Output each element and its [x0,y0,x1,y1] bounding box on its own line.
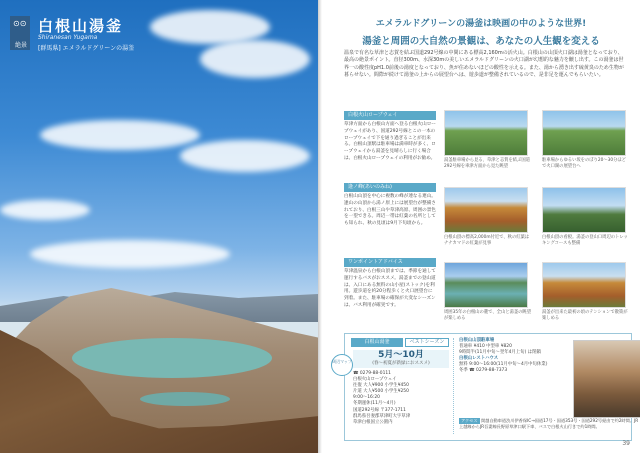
parking-head: 白根山山頂駐車場 [459,338,495,343]
parking-info [459,338,569,375]
info-line: 冬期運休(11月〜4月) [353,401,396,407]
map-badge: 周辺マップ [331,354,353,376]
info-line: 往復 大人¥900 小学生¥450 [353,383,409,389]
cloud [0,200,90,220]
autumn-photo [444,187,528,233]
section-body-ainomine: 白根山山頂を中心に複数の峰が連なる連山。逢山の山頂から湯ノ原上には展望台が整備されており、白根三山や草津高原、周囲の景色を一望できる。周辺一帯は紅葉の名所としても知られ、秋の見頃は9月下旬頃から。 [344,194,436,227]
headline-1: エメラルドグリーンの湯釜は映画の中のような世界! [375,19,587,29]
photo-caption: 湯釜が出来た最初の頃のテンションで散策が楽しめる [542,310,628,321]
rest-house-photo [573,340,640,418]
info-line: 白根火山ロープウェイ [353,377,397,383]
section-head-advice: ワンポイントアドバイス [344,258,436,267]
parking-line: 9時間半(11月中旬〜翌年4月上旬) は閉鎖 [459,350,541,356]
info-tag-season: ベストシーズン [405,338,449,347]
info-line: 9:00〜16:20 [353,395,380,401]
parking-line: 普通車 ¥410 中型車 ¥820 [459,344,512,350]
article-page [322,0,640,453]
walking-trail-photo [542,110,626,156]
info-box [332,333,639,441]
headline-2: 湯釜と周囲の大自然の景観は、あなたの人生観を変える [362,36,600,47]
info-line: 国道292号線 〒377-1711 [353,407,406,413]
subtitle: [群馬県] エメラルドグリーンの湯釜 [38,45,135,52]
cloud [200,40,310,78]
sign-photo [542,187,626,233]
info-line: 群馬県吾妻郡草津町大字草津 [353,413,411,419]
divider [453,338,456,434]
title-romaji: Shiranesan Yugama [38,34,98,41]
crater-photo-page [0,0,318,453]
photo-caption: 周囲35年の白根山の麓で、全山と湯釜の眺望が楽しめる [444,310,532,321]
photo-caption: 湯釜駐車場から見る、草津と志賀を結ぶ国道292号線を車津方面から見た眺望 [444,158,530,169]
parking-line: 白根山レストハウス [459,356,499,362]
mountain-road-photo [444,110,528,156]
page-number: 39 [622,440,630,447]
crater-photo [542,262,626,308]
intro-text: 温泉で有名な草津と志賀を結ぶ国道292号線の中間にある標高2,160mの活火山。白根山の山頂火口湖は湯釜となっており、最高の絶景ポイント。直径300m、水深30mの美しいエメラルドグリーンの火口湖が幻想的な魅力を醸し出す。この湯釜は世界一の酸性度pH1.0前後の湯度となっており、魚が住めないほどの酸性を示える。また、湯から湧き出す硫黄臭のため生物が暮らせない。間際が続けて湯釜の上からの展望台へは、遊歩道が整備されているので、是非足を運んでもらいたい。 [344,50,624,79]
best-season [353,350,449,368]
parking-line: 冬季 ☎ 0279-88-7373 [459,368,508,374]
category-badge: 絶景 [14,42,27,49]
section-body-ropeway: 草津方面から白根山方面へ登る白根火山ロープウェイがあり、国道292号線とこの一本のロープウェイで下を通り過ぎることが出来る。白根山頂駅は駐車場は満車時が多く、ロープウェイから湯釜を見晴らしに行く場合は、白根火山ロープウェイの利用がお勧め。 [344,122,436,161]
crater-lake [72,338,272,378]
lake-photo [444,262,528,308]
access-info [459,418,639,430]
parking-line: 無料 9:00〜16:00(11月中旬〜4月中旬休業) [459,362,548,368]
access-tag: アクセス [461,418,478,423]
section-head-ropeway: 白根火山ロープウェイ [344,111,436,120]
info-line: 草津白根国立公園内 [353,419,393,425]
cloud [180,140,310,172]
photo-caption: 白根山頂の看板。湯釜の登山口周辺のトレッキングコースも整備 [542,235,628,246]
cloud [30,240,230,268]
season-range: 5月〜10月 [378,350,424,360]
section-body-advice: 草津温泉から白根山頂までは、季節を通して運行するバスがおススメ。湯釜までの登山道は、入口にある無料の山小屋(ストック)を利用。遊歩道を約20分程歩くと火口展望台に到着。また、駐車場の確保が大変なシーズンは、バス利用が確実です。 [344,269,436,308]
cloud [150,10,270,44]
section-head-ainomine: 逢ノ峰(あいのみね) [344,183,436,192]
photo-caption: 駐車場からゆるい坂をのぼり20〜30分ほどで火口湖の展望台へ [542,158,626,169]
info-line: ☎ 0279-88-0111 [353,371,391,376]
info-tag-name: 白根山湯釜 [351,338,403,347]
headline [336,16,626,50]
access-text: 関越自動車道渋川伊香保IC→国道17号・国道353号・国道292号経由で約2時間。JR上越線からJR吾妻線長野原草津口駅下車、バスで白根火山行きで約1時間。 [459,418,639,429]
page-title: 白根山湯釜 [38,17,124,35]
info-lines [353,371,451,426]
season-note: (春〜初夏が新緑におススメ) [372,361,430,366]
cloud [40,120,200,150]
photo-caption: 白根山頂の標高2,000m付近で、秋の紅葉はナナカマドの紅葉が見事 [444,235,530,246]
small-pond [140,392,230,406]
info-line: 片道 大人¥500 小学生¥250 [353,389,409,395]
binoculars-icon: ⊙⊙ [13,19,27,28]
